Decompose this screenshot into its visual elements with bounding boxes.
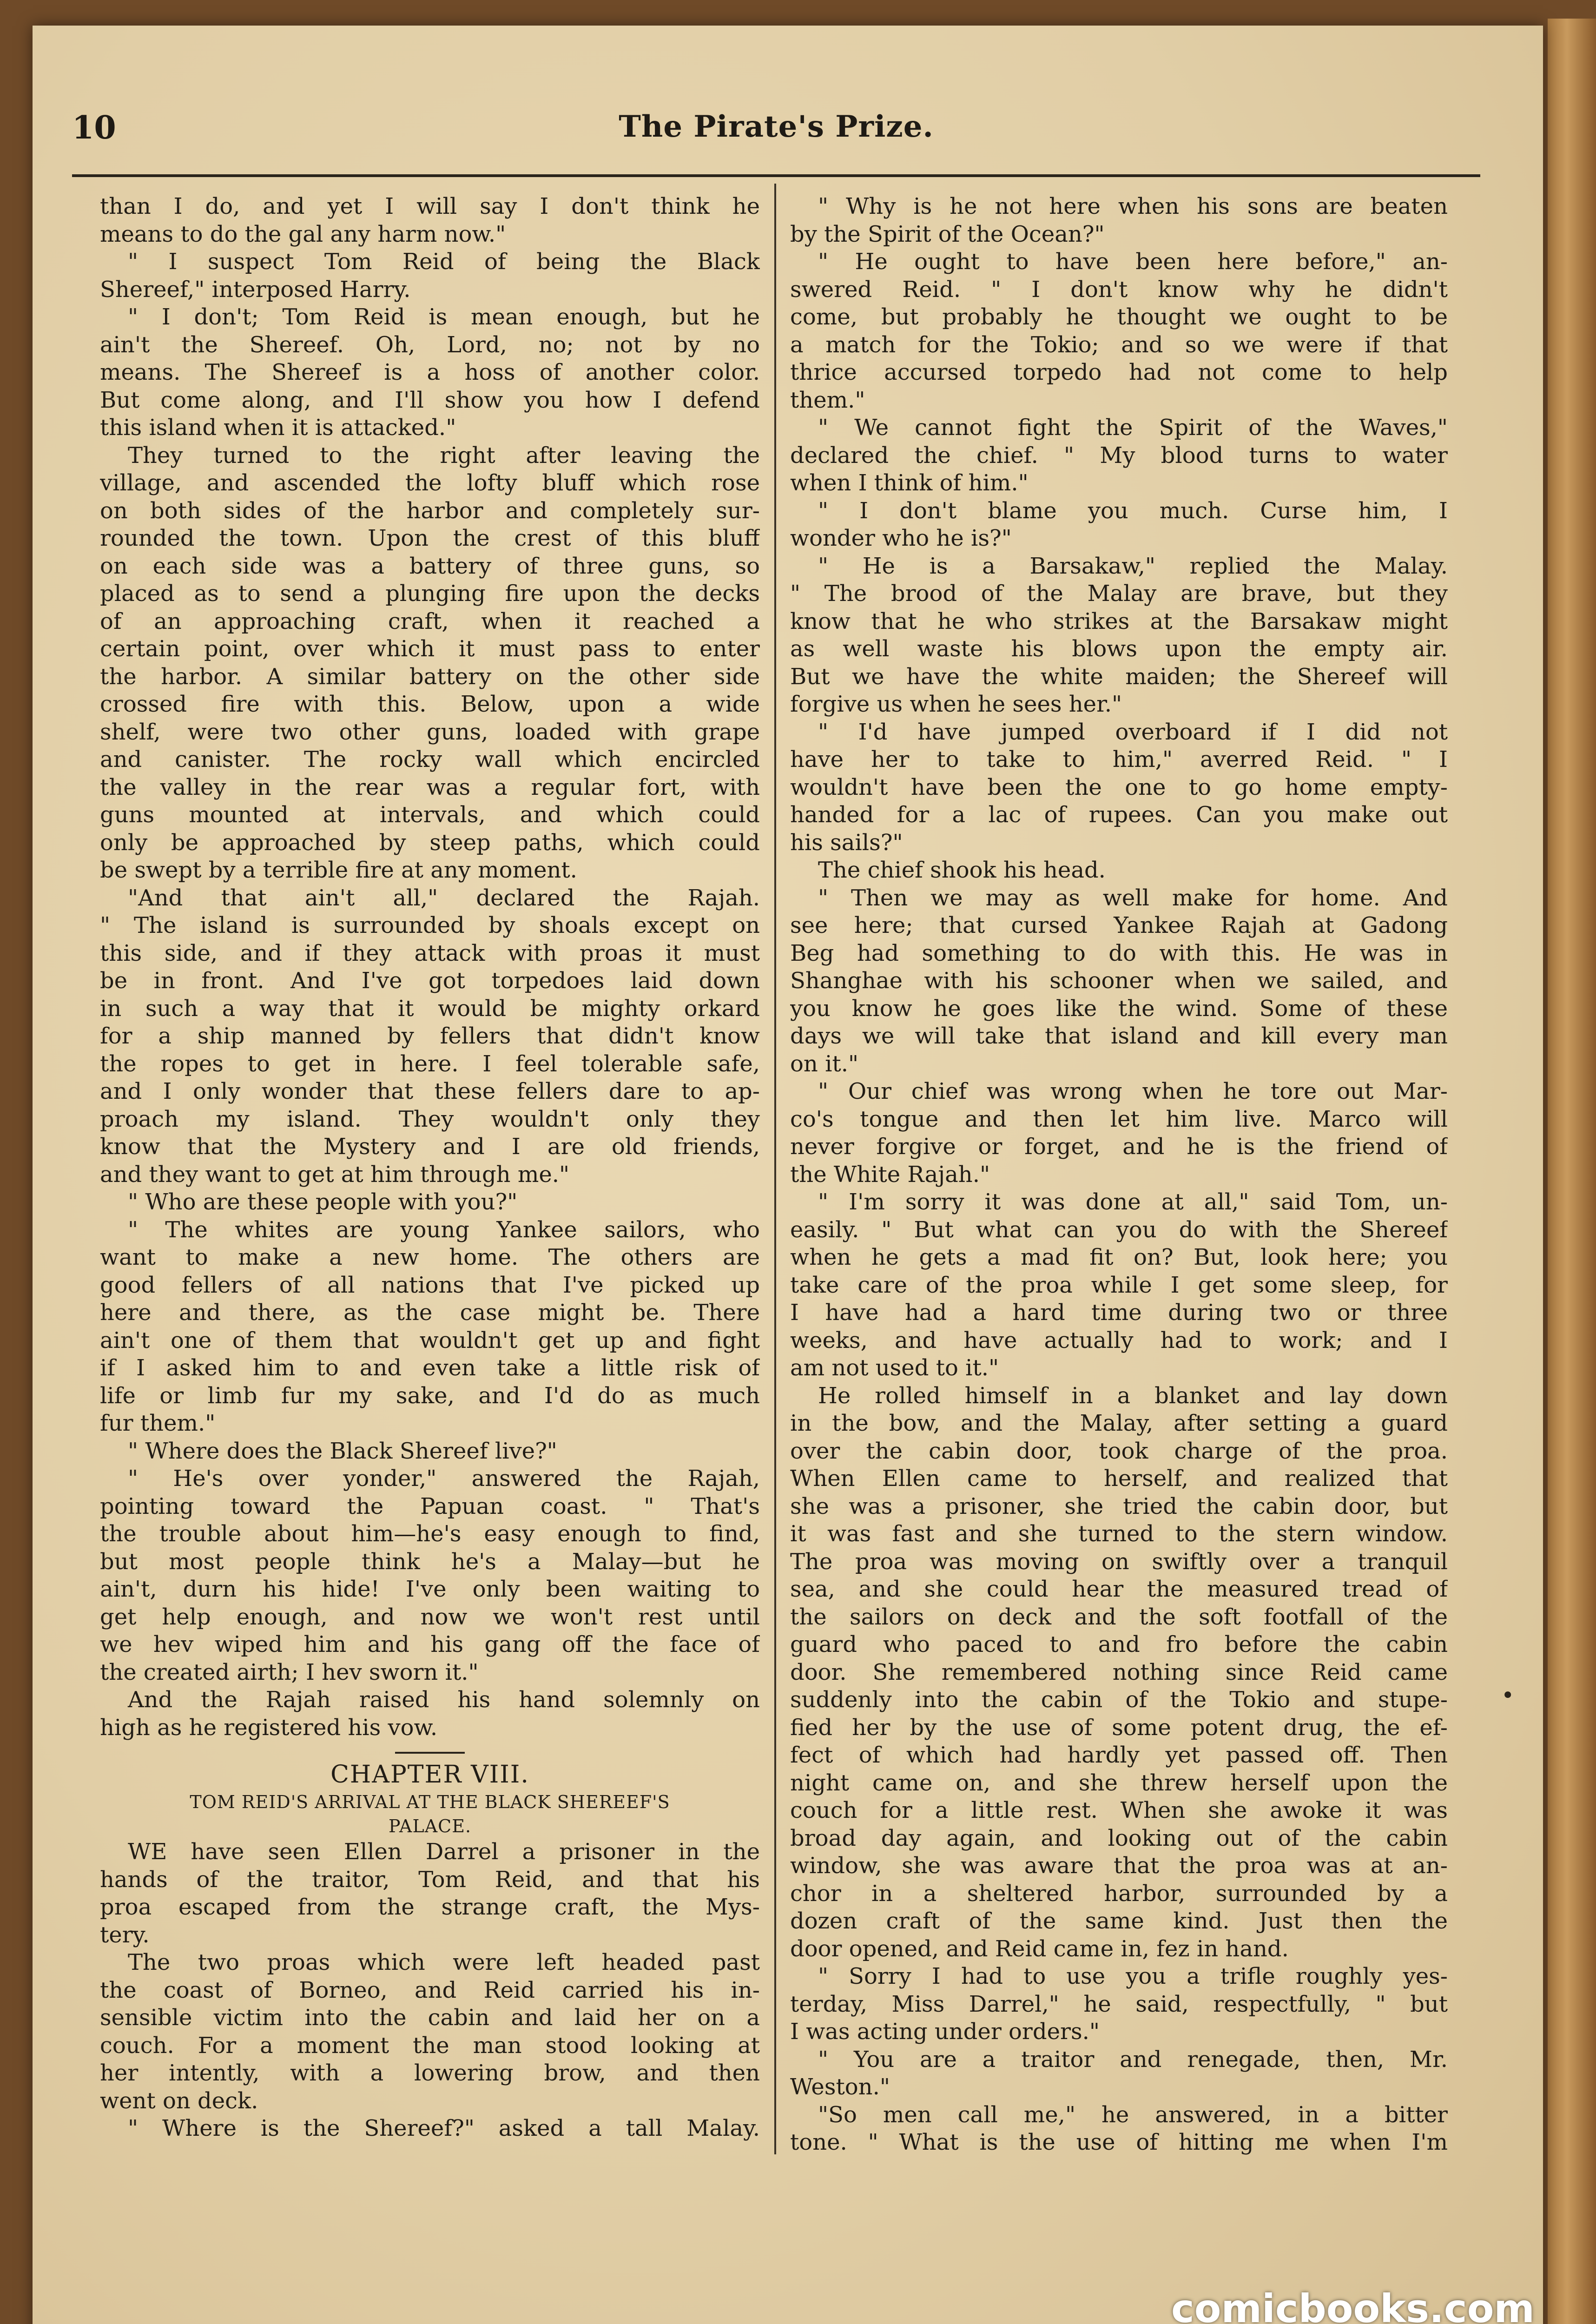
page-edge-strip — [1548, 19, 1596, 2324]
text-line: the trouble about him—he's easy enough to find, — [100, 1521, 760, 1547]
text-line: window, she was aware that the proa was at an- — [790, 1853, 1448, 1879]
text-line: a match for the Tokio; and so we were if that — [790, 331, 1448, 358]
text-line: over the cabin door, took charge of the proa. — [790, 1438, 1448, 1464]
text-line: take care of the proa while I get some sleep, for — [790, 1272, 1448, 1298]
text-line: know that he who strikes at the Barsakaw might — [790, 608, 1448, 634]
text-line: on it." — [790, 1050, 859, 1077]
text-line: ain't the Shereef. Oh, Lord, no; not by no — [100, 331, 760, 358]
text-line: have her to take to him," averred Reid. " I — [790, 746, 1448, 772]
text-line: " I don't blame you much. Curse him, I — [818, 497, 1448, 524]
text-line: rounded the town. Upon the crest of this bluff — [100, 525, 760, 551]
text-line: his sails?" — [790, 829, 903, 856]
text-line: But come along, and I'll show you how I defend — [100, 387, 760, 413]
text-line: here and there, as the case might be. There — [100, 1300, 760, 1326]
text-line: this island when it is attacked." — [100, 415, 456, 441]
text-line: The proa was moving on swiftly over a tranquil — [790, 1548, 1448, 1575]
chapter-subtitle-line-1: TOM REID'S ARRIVAL AT THE BLACK SHEREEF'S — [190, 1792, 670, 1812]
text-line: village, and ascended the lofty bluff which rose — [100, 470, 760, 496]
left-column — [100, 193, 760, 2143]
text-line: for a ship manned by fellers that didn't know — [100, 1023, 760, 1049]
text-line: guard who paced to and fro before the cabin — [790, 1631, 1448, 1657]
text-line: be swept by a terrible fire at any moment. — [100, 857, 577, 883]
text-line: The chief shook his head. — [818, 857, 1106, 883]
watermark-logo: comicbooks.com — [1171, 2286, 1535, 2324]
text-line: the coast of Borneo, and Reid carried his in- — [100, 1977, 760, 2003]
text-line: when I think of him." — [790, 470, 1029, 496]
text-line: " I'd have jumped overboard if I did not — [818, 719, 1448, 745]
text-line: sea, and she could hear the measured tread of — [790, 1576, 1448, 1602]
text-line: tery. — [100, 1921, 150, 1948]
text-line: come, but probably he thought we ought to be — [790, 304, 1448, 330]
header-rule — [72, 174, 1480, 177]
text-line: broad day again, and looking out of the cabin — [790, 1825, 1448, 1851]
text-line: and they want to get at him through me." — [100, 1161, 570, 1188]
text-line: "And that ain't all," declared the Rajah. — [128, 885, 760, 911]
text-line: proach my island. They wouldn't only they — [100, 1106, 760, 1132]
text-line: WE have seen Ellen Darrel a prisoner in the — [128, 1839, 760, 1865]
text-line: know that the Mystery and I are old friends, — [100, 1134, 760, 1160]
text-line: declared the chief. " My blood turns to water — [790, 442, 1448, 469]
text-line: fur them." — [100, 1410, 216, 1436]
text-line: " He's over yonder," answered the Rajah, — [128, 1466, 760, 1492]
text-line: " I suspect Tom Reid of being the Black — [128, 249, 760, 275]
text-line: easily. " But what can you do with the Shereef — [790, 1216, 1448, 1243]
chapter-heading: CHAPTER VIII. — [330, 1761, 529, 1789]
text-line: the ropes to get in here. I feel tolerable safe, — [100, 1050, 760, 1077]
text-line: means. The Shereef is a hoss of another color. — [100, 359, 760, 385]
text-line: certain point, over which it must pass to enter — [100, 636, 760, 662]
text-line: I have had a hard time during two or three — [790, 1300, 1448, 1326]
page-number: 10 — [72, 109, 116, 146]
text-line: wonder who he is?" — [790, 525, 1012, 551]
text-line: she was a prisoner, she tried the cabin door, but — [790, 1493, 1448, 1519]
text-line: Weston." — [790, 2074, 890, 2100]
text-line: them." — [790, 387, 865, 413]
text-line: want to make a new home. The others are — [100, 1244, 760, 1270]
text-line: it was fast and she turned to the stern window. — [790, 1521, 1448, 1547]
text-line: in such a way that it would be mighty orkard — [100, 995, 760, 1022]
text-line: and canister. The rocky wall which encircled — [100, 746, 760, 772]
text-line: good fellers of all nations that I've picked up — [100, 1272, 760, 1298]
text-line: placed as to send a plunging fire upon the decks — [100, 581, 760, 607]
text-line: handed for a lac of rupees. Can you make out — [790, 802, 1448, 828]
text-line: " Where does the Black Shereef live?" — [128, 1438, 557, 1464]
text-line: And the Rajah raised his hand solemnly on — [128, 1687, 760, 1713]
text-line: night came on, and she threw herself upon the — [790, 1769, 1448, 1796]
text-line: pointing toward the Papuan coast. " That's — [100, 1493, 760, 1519]
text-line: Shanghae with his schooner when we sailed, and — [790, 968, 1448, 994]
text-line: " I don't; Tom Reid is mean enough, but he — [128, 304, 760, 330]
text-line: Beg had something to do with this. He was in — [790, 940, 1448, 966]
right-column-text — [790, 193, 1448, 2157]
text-line: " Who are these people with you?" — [128, 1189, 518, 1215]
text-line: swered Reid. " I don't know why he didn't — [790, 276, 1448, 303]
text-line: terday, Miss Darrel," he said, respectfully, " but — [790, 1991, 1448, 2017]
text-line: the White Rajah." — [790, 1161, 990, 1188]
text-line: hands of the traitor, Tom Reid, and that his — [100, 1866, 760, 1893]
text-line: Shereef," interposed Harry. — [100, 276, 411, 303]
text-line: but most people think he's a Malay—but he — [100, 1548, 760, 1575]
text-line: I was acting under orders." — [790, 2019, 1100, 2045]
text-line: " The brood of the Malay are brave, but they — [790, 581, 1448, 607]
text-line: means to do the gal any harm now." — [100, 221, 506, 247]
text-line: wouldn't have been the one to go home empty- — [790, 774, 1448, 800]
text-line: get help enough, and now we won't rest until — [100, 1604, 760, 1630]
text-line: " Our chief was wrong when he tore out Mar- — [818, 1078, 1448, 1104]
text-line: " You are a traitor and renegade, then, Mr. — [818, 2046, 1448, 2073]
text-line: and I only wonder that these fellers dare to ap- — [100, 1078, 760, 1104]
text-line: guns mounted at intervals, and which could — [100, 802, 760, 828]
text-line: her intently, with a lowering brow, and then — [100, 2060, 760, 2086]
text-line: " The island is surrounded by shoals except on — [100, 912, 760, 938]
text-line: see here; that cursed Yankee Rajah at Gadong — [790, 912, 1448, 938]
text-line: thrice accursed torpedo had not come to help — [790, 359, 1448, 385]
right-column — [790, 193, 1448, 2157]
margin-mark: • — [1501, 1683, 1515, 1709]
text-line: crossed fire with this. Below, upon a wide — [100, 691, 760, 717]
text-line: fied her by the use of some potent drug, the ef- — [790, 1714, 1448, 1741]
text-line: when he gets a mad fit on? But, look here; you — [790, 1244, 1448, 1270]
text-line: " Sorry I had to use you a trifle roughly yes- — [818, 1963, 1448, 1989]
text-line: shelf, were two other guns, loaded with grape — [100, 719, 760, 745]
text-line: When Ellen came to herself, and realized that — [790, 1466, 1448, 1492]
text-line: " He ought to have been here before," an- — [818, 249, 1448, 275]
text-line: tone. " What is the use of hitting me when I'm — [790, 2129, 1448, 2155]
chapter-subtitle-line-2: PALACE. — [388, 1816, 472, 1836]
text-line: the harbor. A similar battery on the other side — [100, 663, 760, 690]
text-line: ain't one of them that wouldn't get up and fight — [100, 1327, 760, 1353]
text-line: as well waste his blows upon the empty air. — [790, 636, 1448, 662]
text-line: The two proas which were left headed past — [128, 1949, 760, 1975]
text-line: of an approaching craft, when it reached a — [100, 608, 760, 634]
text-line: the created airth; I hev sworn it." — [100, 1659, 479, 1685]
text-line: " He is a Barsakaw," replied the Malay. — [818, 553, 1448, 579]
text-line: than I do, and yet I will say I don't think he — [100, 193, 760, 219]
text-line: the valley in the rear was a regular fort, with — [100, 774, 760, 800]
text-line: we hev wiped him and his gang off the face of — [100, 1631, 760, 1657]
text-line: co's tongue and then let him live. Marco will — [790, 1106, 1448, 1132]
text-line: He rolled himself in a blanket and lay down — [818, 1382, 1448, 1409]
text-line: days we will take that island and kill every man — [790, 1023, 1448, 1049]
text-line: They turned to the right after leaving the — [128, 442, 760, 469]
left-column-text-after-chapter — [100, 1838, 760, 2143]
text-line: on each side was a battery of three guns, so — [100, 553, 760, 579]
text-line: " Why is he not here when his sons are beaten — [818, 193, 1448, 219]
text-line: " I'm sorry it was done at all," said Tom, un- — [818, 1189, 1448, 1215]
column-divider — [774, 184, 776, 2154]
text-line: proa escaped from the strange craft, the Mys- — [100, 1894, 760, 1920]
text-line: fect of which had hardly yet passed off. Then — [790, 1742, 1448, 1768]
text-line: this side, and if they attack with proas it must — [100, 940, 760, 966]
text-line: be in front. And I've got torpedoes laid down — [100, 968, 760, 994]
text-line: high as he registered his vow. — [100, 1714, 438, 1741]
text-line: ain't, durn his hide! I've only been waiting to — [100, 1576, 760, 1602]
text-line: am not used to it." — [790, 1355, 999, 1381]
text-line: by the Spirit of the Ocean?" — [790, 221, 1105, 247]
page-header — [72, 109, 1480, 165]
text-line: the sailors on deck and the soft footfall of the — [790, 1604, 1448, 1630]
text-line: " Then we may as well make for home. And — [818, 885, 1448, 911]
text-line: But we have the white maiden; the Shereef will — [790, 663, 1448, 690]
text-line: dozen craft of the same kind. Just then the — [790, 1908, 1448, 1934]
text-line: couch for a little rest. When she awoke it was — [790, 1797, 1448, 1823]
text-line: forgive us when he sees her." — [790, 691, 1122, 717]
text-line: couch. For a moment the man stood looking at — [100, 2032, 760, 2059]
text-line: sensible victim into the cabin and laid her on a — [100, 2005, 760, 2031]
text-line: " We cannot fight the Spirit of the Waves," — [818, 415, 1448, 441]
text-line: " The whites are young Yankee sailors, who — [128, 1216, 760, 1243]
text-line: " Where is the Shereef?" asked a tall Malay. — [128, 2115, 760, 2141]
text-line: life or limb fur my sake, and I'd do as much — [100, 1382, 760, 1409]
text-line: went on deck. — [100, 2087, 258, 2114]
text-line: weeks, and have actually had to work; and I — [790, 1327, 1448, 1353]
text-line: never forgive or forget, and he is the friend of — [790, 1134, 1448, 1160]
left-column-text — [100, 193, 760, 1742]
text-line: "So men call me," he answered, in a bitter — [818, 2101, 1448, 2128]
text-line: in the bow, and the Malay, after setting a guard — [790, 1410, 1448, 1436]
chapter-rule — [395, 1752, 465, 1754]
text-line: suddenly into the cabin of the Tokio and stupe- — [790, 1687, 1448, 1713]
text-line: if I asked him to and even take a little risk of — [100, 1355, 760, 1381]
text-line: on both sides of the harbor and completely sur- — [100, 497, 760, 524]
text-line: chor in a sheltered harbor, surrounded by a — [790, 1880, 1448, 1907]
text-line: door. She remembered nothing since Reid came — [790, 1659, 1448, 1685]
text-line: door opened, and Reid came in, fez in hand. — [790, 1935, 1289, 1962]
running-title: The Pirate's Prize. — [619, 109, 934, 144]
text-line: you know he goes like the wind. Some of these — [790, 995, 1448, 1022]
text-line: only be approached by steep paths, which could — [100, 829, 760, 856]
